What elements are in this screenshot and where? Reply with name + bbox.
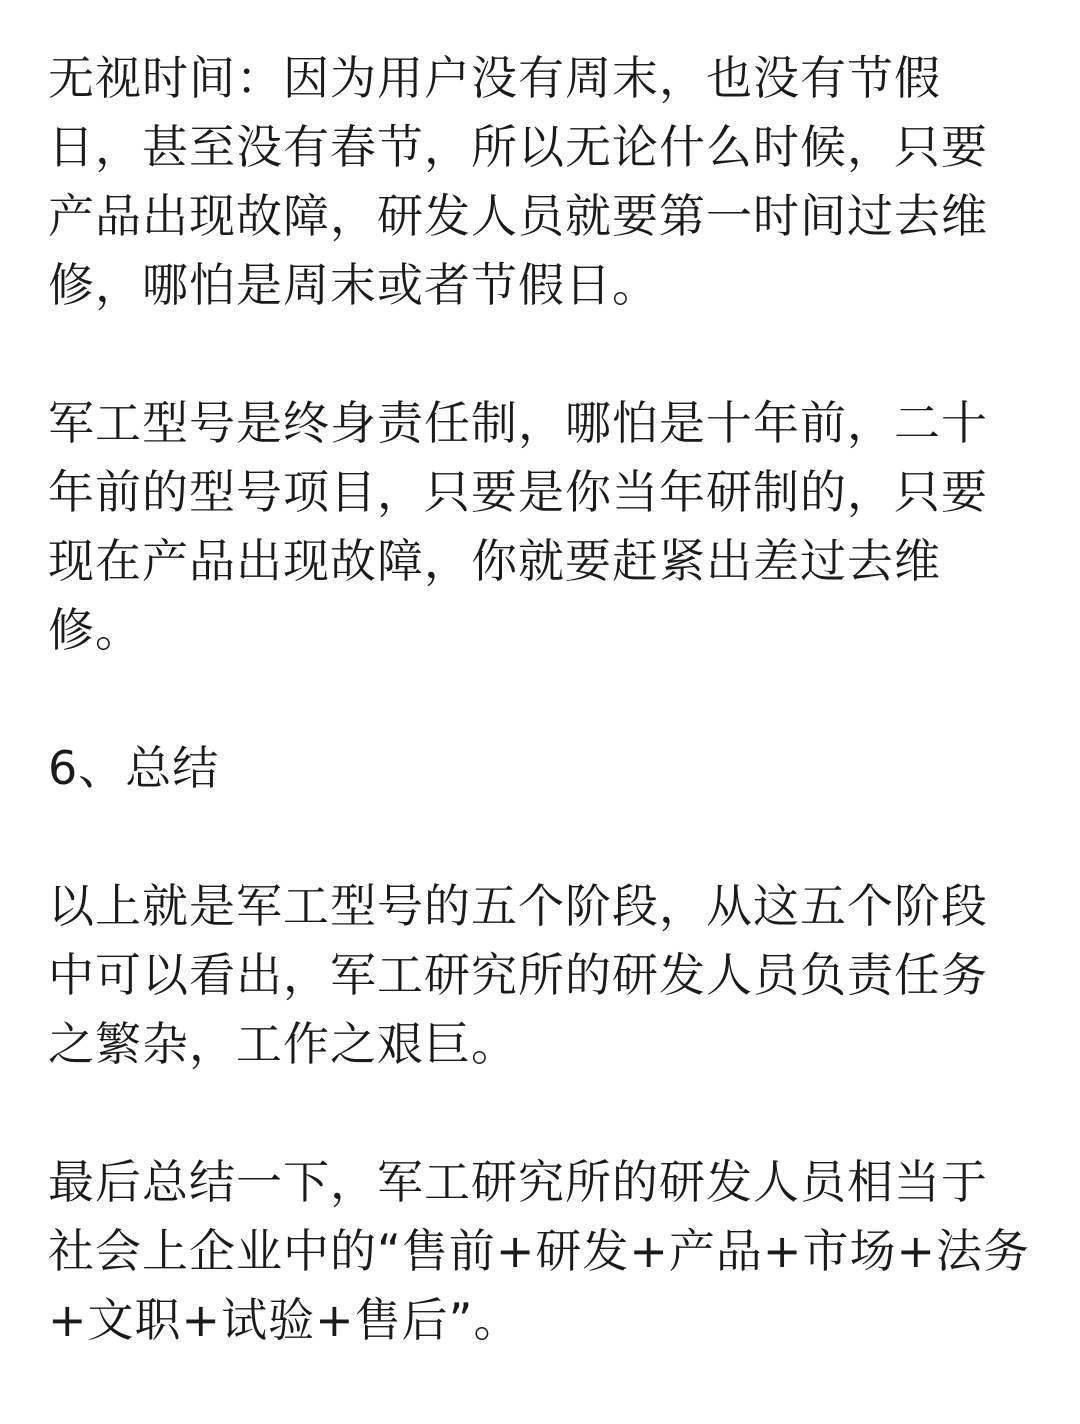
paragraph-five-stages [48,872,1038,1079]
text-line: 无视时间：因为用户没有周末，也没有节假 [48,51,941,105]
text-line: +文职+试验+售后”。 [48,1293,521,1347]
article-body [48,44,1038,1424]
text-line: 以上就是军工型号的五个阶段，从这五个阶段 [48,879,988,933]
paragraph-summary [48,1148,1038,1355]
text-line: 中可以看出，军工研究所的研发人员负责任务 [48,948,988,1002]
heading-text: 6、总结 [48,741,220,795]
paragraph-time-disregard [48,44,1038,320]
text-line: 日，甚至没有春节，所以无论什么时候，只要 [48,120,988,174]
text-line: 修，哪怕是周末或者节假日。 [48,258,659,312]
section-heading [48,734,1038,803]
text-line: 年前的型号项目，只要是你当年研制的，只要 [48,465,988,519]
text-line: 之繁杂，工作之艰巨。 [48,1017,518,1071]
text-line: 修。 [48,603,142,657]
text-line: 军工型号是终身责任制，哪怕是十年前，二十 [48,396,988,450]
text-line: 社会上企业中的“售前+研发+产品+市场+法务 [48,1224,1031,1278]
text-line: 最后总结一下，军工研究所的研发人员相当于 [48,1155,988,1209]
paragraph-lifetime-responsibility [48,389,1038,665]
text-line: 现在产品出现故障，你就要赶紧出差过去维 [48,534,941,588]
text-line: 产品出现故障，研发人员就要第一时间过去维 [48,189,988,243]
